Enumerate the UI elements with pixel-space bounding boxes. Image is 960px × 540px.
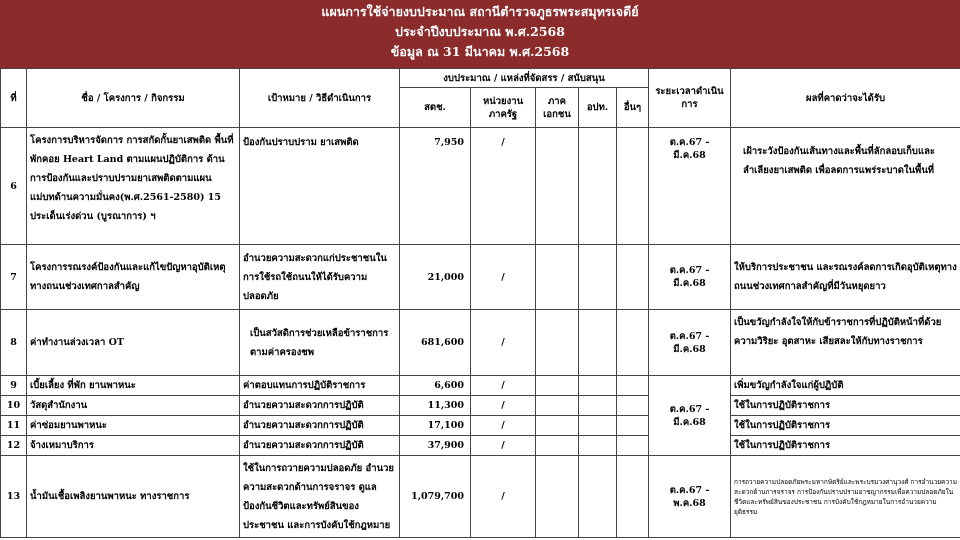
row-private — [536, 416, 579, 436]
col-header-sub5: อื่นๆ — [617, 88, 649, 128]
title-line-3: ข้อมูล ณ 31 มีนาคม พ.ศ.2568 — [390, 44, 570, 59]
row-result: ให้บริการประชาชน และรณรงค์ลดการเกิดอุบัติเหตุทางถนนช่วงเทศกาลสำคัญที่มีวันหยุดยาว — [731, 245, 960, 310]
document-title-band — [0, 0, 960, 68]
row-name: จ้างเหมาบริการ — [27, 436, 240, 456]
row-local — [579, 396, 617, 416]
row-result: ใช้ในการปฏิบัติราชการ — [731, 436, 960, 456]
row-other — [617, 245, 649, 310]
row-local — [579, 128, 617, 245]
row-result: ใช้ในการปฏิบัติราชการ — [731, 416, 960, 436]
row-target: ป้องกันปราบปราม ยาเสพติด — [240, 128, 400, 245]
row-target: ค่าตอบแทนการปฏิบัติราชการ — [240, 376, 400, 396]
row-gov-mark: / — [471, 416, 536, 436]
col-header-name: ชื่อ / โครงการ / กิจกรรม — [27, 69, 240, 128]
row-private — [536, 396, 579, 416]
row-name: วัสดุสำนักงาน — [27, 396, 240, 416]
row-local — [579, 310, 617, 376]
row-number: 12 — [1, 436, 27, 456]
row-amount: 7,950 — [400, 128, 471, 245]
row-gov-mark: / — [471, 456, 536, 538]
table-row — [1, 416, 960, 436]
row-other — [617, 376, 649, 396]
row-private — [536, 376, 579, 396]
row-amount: 681,600 — [400, 310, 471, 376]
row-private — [536, 128, 579, 245]
row-other — [617, 456, 649, 538]
row-number: 9 — [1, 376, 27, 396]
row-private — [536, 310, 579, 376]
col-header-sub4: อปท. — [579, 88, 617, 128]
row-gov-mark: / — [471, 376, 536, 396]
row-other — [617, 396, 649, 416]
row-number: 8 — [1, 310, 27, 376]
row-period: ต.ค.67 - มี.ค.68 — [649, 245, 731, 310]
row-private — [536, 456, 579, 538]
row-other — [617, 436, 649, 456]
row-local — [579, 245, 617, 310]
col-header-budget-group: งบประมาณ / แหล่งที่จัดสรร / สนับสนุน — [400, 69, 649, 88]
col-header-sub2: หน่วยงานภาครัฐ — [471, 88, 536, 128]
row-amount: 11,300 — [400, 396, 471, 416]
col-header-result: ผลที่คาดว่าจะได้รับ — [731, 69, 960, 128]
row-result: เพิ่มขวัญกำลังใจแก่ผู้ปฏิบัติ — [731, 376, 960, 396]
row-amount: 17,100 — [400, 416, 471, 436]
row-private — [536, 245, 579, 310]
row-gov-mark: / — [471, 436, 536, 456]
row-name: น้ำมันเชื้อเพลิงยานพาหนะ ทางราชการ — [27, 456, 240, 538]
title-line-1: แผนการใช้จ่ายงบประมาณ สถานีตำรวจภูธรพระสมุทรเจดีย์ — [321, 4, 639, 19]
row-result: เฝ้าระวังป้องกันเส้นทางและพื้นที่ลักลอบเก็บและลำเลียงยาเสพติด เพื่อลดการแพร่ระบาดในพื้นที่ — [731, 128, 960, 245]
row-number: 13 — [1, 456, 27, 538]
row-period: ต.ค.67 - มี.ค.68 — [649, 128, 731, 245]
col-header-no: ที่ — [1, 69, 27, 128]
table-row — [1, 376, 960, 396]
row-other — [617, 310, 649, 376]
row-amount: 6,600 — [400, 376, 471, 396]
row-target: เป็นสวัสดิการช่วยเหลือข้าราชการตามค่าครองชพ — [240, 310, 400, 376]
row-local — [579, 456, 617, 538]
title-line-2: ประจำปีงบประมาณ พ.ศ.2568 — [395, 24, 565, 39]
row-amount: 1,079,700 — [400, 456, 471, 538]
table-row — [1, 436, 960, 456]
row-gov-mark: / — [471, 128, 536, 245]
row-result: ใช้ในการปฏิบัติราชการ — [731, 396, 960, 416]
table-row — [1, 456, 960, 538]
row-target: อำนวยความสะดวกการปฏิบัติ — [240, 416, 400, 436]
row-name: ค่าทำงานล่วงเวลา OT — [27, 310, 240, 376]
row-result: การถวายความปลอดภัยพระมหากษัตริย์และพระบรมวงศานุวงศ์ การอำนวยความสะดวกด้านการจราจร การป้องกันปราบปรามอาชญากรรมเพื่อความปลอดภัยในชีวิตและทรัพย์สินของประชาชน การบังคับใช้กฎหมายในการอำนวยความยุติธรรม — [731, 456, 960, 538]
row-name: เบี้ยเลี้ยง ที่พัก ยานพาหนะ — [27, 376, 240, 396]
row-number: 11 — [1, 416, 27, 436]
row-amount: 21,000 — [400, 245, 471, 310]
col-header-period: ระยะเวลาดำเนินการ — [649, 69, 731, 128]
row-name: โครงการรณรงค์ป้องกันและแก้ไขปัญหาอุบัติเหตุทางถนนช่วงเทศกาลสำคัญ — [27, 245, 240, 310]
row-gov-mark: / — [471, 310, 536, 376]
row-result: เป็นขวัญกำลังใจให้กับข้าราชการที่ปฏิบัติหน้าที่ด้วยความวิริยะ อุตสาหะ เสียสละให้กับทางราชการ — [731, 310, 960, 376]
col-header-sub1: สตช. — [400, 88, 471, 128]
row-name: โครงการบริหารจัดการ การสกัดกั้นยาเสพติด พื้นที่พักคอย Heart Land ตามแผนปฏิบัติการ ด้านการป้องกันและปราบปรามยาเสพติดตามแผนแม่บทด้านความมั่นคง(พ.ศ.2561-2580) 15 ประเด็นเร่งด่วน (บูรณาการ) ฯ — [27, 128, 240, 245]
row-period: ต.ค.67 - มี.ค.68 — [649, 310, 731, 376]
row-number: 7 — [1, 245, 27, 310]
row-amount: 37,900 — [400, 436, 471, 456]
row-period: ต.ค.67 - พ.ค.68 — [649, 456, 731, 538]
row-local — [579, 436, 617, 456]
row-target: อำนวยความสะดวกการปฏิบัติ — [240, 396, 400, 416]
row-name: ค่าซ่อมยานพาหนะ — [27, 416, 240, 436]
row-target: อำนวยความสะดวกแก่ประชาชนในการใช้รถใช้ถนนให้ได้รับความปลอดภัย — [240, 245, 400, 310]
row-target: อำนวยความสะดวกการปฏิบัติ — [240, 436, 400, 456]
row-period-merged: ต.ค.67 - มี.ค.68 — [649, 376, 731, 456]
row-number: 10 — [1, 396, 27, 416]
row-gov-mark: / — [471, 396, 536, 416]
row-private — [536, 436, 579, 456]
table-row — [1, 310, 960, 376]
row-gov-mark: / — [471, 245, 536, 310]
row-other — [617, 416, 649, 436]
row-local — [579, 416, 617, 436]
table-row — [1, 245, 960, 310]
col-header-target: เป้าหมาย / วิธีดำเนินการ — [240, 69, 400, 128]
budget-table — [0, 68, 960, 538]
table-row — [1, 396, 960, 416]
row-target: ใช้ในการถวายความปลอดภัย อำนวยความสะดวกด้านการจราจร ดูแลป้องกันชีวิตและทรัพย์สินของประชาชน และการบังคับใช้กฎหมาย — [240, 456, 400, 538]
header-row-1 — [1, 69, 960, 88]
table-row — [1, 128, 960, 245]
row-number: 6 — [1, 128, 27, 245]
col-header-sub3: ภาคเอกชน — [536, 88, 579, 128]
row-local — [579, 376, 617, 396]
row-other — [617, 128, 649, 245]
